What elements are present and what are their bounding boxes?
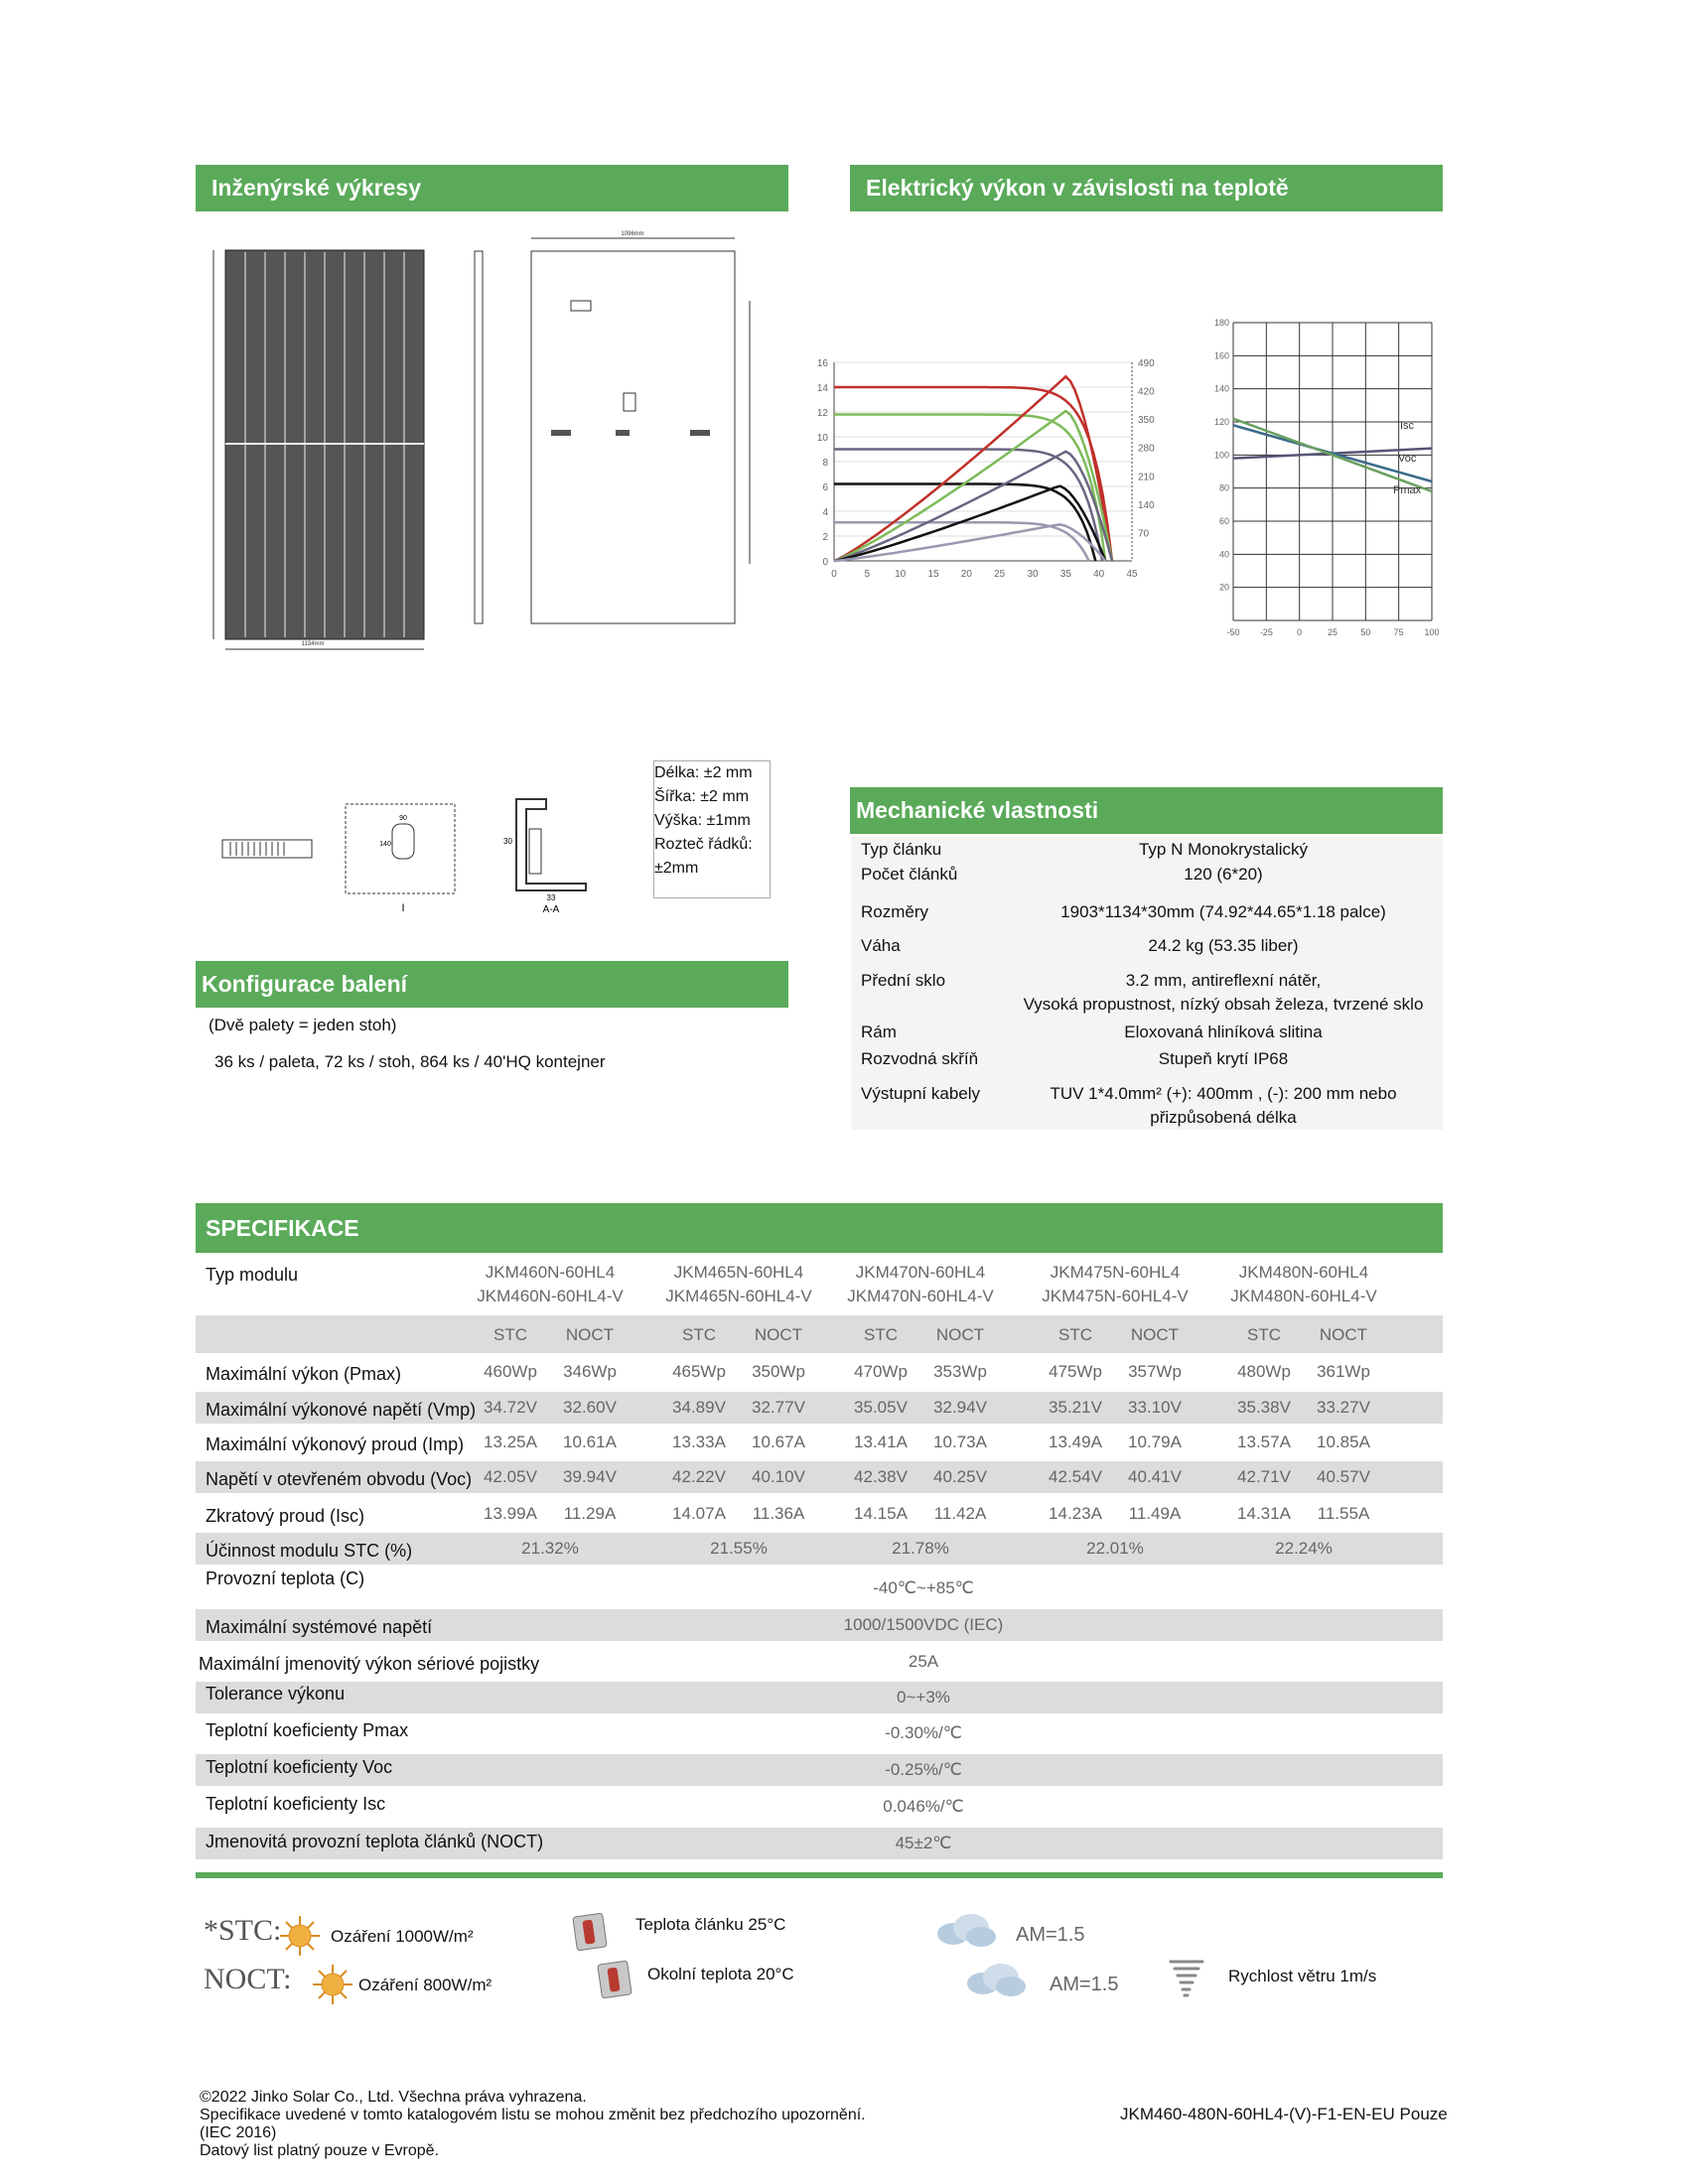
y-tick-label: 160 [1213, 350, 1229, 361]
spec-cell: 33.27V [1317, 1398, 1370, 1417]
x-tick-label: 25 [994, 569, 1006, 580]
cell-temperature: Teplota článku 25°C [635, 1915, 786, 1934]
x-tick-label: 50 [1360, 627, 1371, 637]
packaging-header [196, 961, 788, 1008]
spec-cell: 13.33A [672, 1433, 726, 1451]
spec-cell: 10.73A [933, 1433, 987, 1451]
sun-icon [311, 1963, 354, 2006]
spec-cell: 346Wp [563, 1362, 617, 1381]
cloud-icon [963, 1960, 1029, 1999]
panel-front-drawing [204, 238, 432, 655]
y-tick-label: 2 [822, 532, 828, 543]
model-name: JKM470N-60HL4 [855, 1263, 986, 1282]
spec-common-label: Teplotní koeficienty Isc [206, 1794, 386, 1814]
spec-cell: 32.77V [752, 1398, 805, 1417]
spec-common-value: 45±2℃ [895, 1834, 952, 1852]
y-tick-label: 6 [822, 482, 828, 493]
efficiency-value: 22.24% [1275, 1539, 1333, 1558]
spec-cell: 10.67A [752, 1433, 805, 1451]
junction-box-drawing [220, 834, 315, 864]
spec-cell: 480Wp [1237, 1362, 1291, 1381]
footer-validity: Datový list platný pouze v Evropě. [200, 2142, 440, 2159]
wind-speed: Rychlost větru 1m/s [1228, 1967, 1377, 1985]
spec-cell: 10.61A [563, 1433, 617, 1451]
spec-common-value: -40℃~+85℃ [873, 1578, 974, 1597]
footer-text [200, 2089, 866, 2160]
spec-common-value: -0.25%/℃ [885, 1760, 962, 1779]
x-tick-label: 30 [1027, 569, 1039, 580]
y-tick-label: 16 [816, 358, 828, 369]
frame-profile-drawing [492, 789, 621, 913]
tornado-icon [1167, 1956, 1206, 1999]
packaging-title: Konfigurace balení [202, 971, 408, 997]
spec-cell: 32.60V [563, 1398, 617, 1417]
model-name: JKM460N-60HL4 [485, 1263, 616, 1282]
tolerance-height: Výška: ±1mm [654, 812, 751, 829]
footer-copyright: ©2022 Jinko Solar Co., Ltd. Všechna práva vyhrazena. [200, 2089, 587, 2106]
stc-label: *STC: [204, 1914, 282, 1947]
x-tick-label: -25 [1259, 627, 1273, 637]
y-tick-label: 100 [1213, 450, 1229, 461]
noct-column-header: NOCT [935, 1325, 985, 1344]
y2-tick-label: 140 [1138, 499, 1155, 511]
spec-cell: 13.49A [1049, 1433, 1102, 1451]
series-label: Voc [1398, 453, 1417, 465]
model-name: JKM475N-60HL4 [1050, 1263, 1181, 1282]
air-mass-stc: AM=1.5 [1016, 1924, 1085, 1946]
spec-cell: 350Wp [752, 1362, 805, 1381]
noct-label: NOCT: [204, 1963, 292, 1995]
x-tick-label: 5 [864, 569, 871, 580]
footer-document-id: JKM460-480N-60HL4-(V)-F1-EN-EU Pouze [1120, 2105, 1448, 2123]
x-tick-label: 0 [1297, 627, 1303, 637]
y2-tick-label: 420 [1138, 386, 1155, 398]
spec-cell: 35.38V [1237, 1398, 1291, 1417]
mechanical-title: Mechanické vlastnosti [856, 797, 1099, 823]
ambient-temperature: Okolní teplota 20°C [647, 1965, 794, 1983]
dim-90: 90 [399, 815, 407, 822]
sun-icon [278, 1914, 322, 1958]
spec-cell: 42.38V [854, 1467, 908, 1486]
spec-cell: 14.23A [1049, 1504, 1102, 1523]
spec-common-value: 0.046%/℃ [883, 1797, 964, 1816]
spec-bottom-rule [196, 1872, 1443, 1878]
bottom-dimension: 1134mm [301, 641, 325, 647]
section-aa-label: A-A [542, 904, 560, 913]
spec-cell: 13.99A [484, 1504, 537, 1523]
efficiency-value: 22.01% [1086, 1539, 1144, 1558]
spec-cell: 14.07A [672, 1504, 726, 1523]
y-tick-label: 60 [1218, 516, 1229, 526]
footer-standard: (IEC 2016) [200, 2124, 277, 2141]
noct-irradiance: Ozáření 800W/m² [358, 1976, 492, 1994]
module-type-label: Typ modulu [206, 1265, 299, 1285]
panel-back-drawing [516, 226, 765, 633]
spec-cell: 35.21V [1049, 1398, 1102, 1417]
mechanical-header [850, 787, 1443, 834]
mounting-hole-drawing [338, 794, 462, 913]
y-tick-label: 12 [816, 408, 828, 419]
thermometer-icon [596, 1959, 635, 2000]
spec-cell: 10.79A [1128, 1433, 1182, 1451]
spec-cell: 42.71V [1237, 1467, 1291, 1486]
top-dimension: 1096mm [621, 231, 644, 237]
y2-tick-label: 210 [1138, 472, 1155, 483]
model-name: JKM460N-60HL4-V [477, 1287, 624, 1305]
spec-cell: 470Wp [854, 1362, 908, 1381]
spec-row-label: Zkratový proud (Isc) [206, 1506, 365, 1526]
spec-cell: 40.41V [1128, 1467, 1182, 1486]
series-label: Isc [1400, 420, 1415, 432]
tolerance-width: Šířka: ±2 mm [654, 788, 750, 805]
spec-row-label: Maximální výkon (Pmax) [206, 1364, 402, 1384]
y-tick-label: 4 [822, 507, 828, 518]
spec-cell: 11.55A [1317, 1504, 1370, 1523]
spec-common-value: 1000/1500VDC (IEC) [843, 1615, 1004, 1634]
thermometer-icon [571, 1911, 611, 1953]
y2-tick-label: 70 [1138, 528, 1150, 540]
cloud-icon [933, 1910, 999, 1950]
spec-cell: 361Wp [1317, 1362, 1370, 1381]
spec-cell: 42.54V [1049, 1467, 1102, 1486]
y-tick-label: 14 [816, 383, 828, 394]
footer-disclaimer: Specifikace uvedené v tomto katalogovém listu se mohou změnit bez předchozího upozornění. [200, 2107, 866, 2123]
spec-cell: 40.10V [752, 1467, 805, 1486]
spec-cell: 11.36A [752, 1504, 805, 1523]
model-name: JKM470N-60HL4-V [847, 1287, 994, 1305]
x-tick-label: 75 [1393, 627, 1404, 637]
noct-column-header: NOCT [565, 1325, 615, 1344]
packaging-stack-note: (Dvě palety = jeden stoh) [209, 1016, 397, 1034]
tolerance-row-pitch-value: ±2mm [654, 860, 699, 877]
spec-cell: 40.25V [933, 1467, 987, 1486]
spec-common-label: Teplotní koeficienty Voc [206, 1757, 393, 1777]
x-tick-label: 15 [927, 569, 939, 580]
air-mass-noct: AM=1.5 [1050, 1974, 1119, 1995]
noct-column-header: NOCT [754, 1325, 803, 1344]
spec-row-label: Maximální výkonové napětí (Vmp) [206, 1400, 477, 1420]
tolerance-box [653, 760, 771, 898]
spec-row-label: Napětí v otevřeném obvodu (Voc) [206, 1469, 473, 1489]
spec-cell: 353Wp [933, 1362, 987, 1381]
spec-common-value: 0~+3% [897, 1688, 950, 1706]
spec-row-background [196, 1682, 1443, 1713]
spec-common-value: -0.30%/℃ [885, 1723, 962, 1742]
stc-irradiance: Ozáření 1000W/m² [331, 1927, 474, 1946]
spec-cell: 465Wp [672, 1362, 726, 1381]
dim-140: 140 [379, 841, 391, 848]
iv-curve-chart [804, 347, 1192, 591]
y2-tick-label: 350 [1138, 415, 1155, 427]
x-tick-label: 20 [960, 569, 972, 580]
spec-title: SPECIFIKACE [206, 1214, 359, 1241]
spec-common-label: Teplotní koeficienty Pmax [206, 1720, 409, 1740]
stc-column-header: STC [1058, 1325, 1092, 1344]
model-name: JKM475N-60HL4-V [1042, 1287, 1189, 1305]
efficiency-value: 21.78% [892, 1539, 949, 1558]
spec-cell: 11.29A [563, 1504, 617, 1523]
stc-column-header: STC [1247, 1325, 1281, 1344]
stc-column-header: STC [864, 1325, 898, 1344]
stc-column-header: STC [493, 1325, 527, 1344]
packaging-quantities: 36 ks / paleta, 72 ks / stoh, 864 ks / 40'HQ kontejner [214, 1052, 606, 1071]
x-tick-label: 45 [1126, 569, 1138, 580]
spec-common-label: Maximální jmenovitý výkon sériové pojistky [199, 1654, 540, 1674]
spec-common-value: 25A [908, 1652, 939, 1671]
spec-common-label: Provozní teplota (C) [206, 1569, 365, 1588]
spec-cell: 460Wp [484, 1362, 537, 1381]
spec-cell: 32.94V [933, 1398, 987, 1417]
dim-30: 30 [503, 837, 512, 846]
temperature-chart [1201, 313, 1450, 640]
drawings-title: Inženýrské výkresy [211, 175, 421, 201]
spec-cell: 357Wp [1128, 1362, 1182, 1381]
spec-cell: 11.42A [933, 1504, 987, 1523]
tolerance-length: Délka: ±2 mm [654, 764, 753, 781]
spec-common-label: Maximální systémové napětí [206, 1617, 433, 1637]
spec-cell: 11.49A [1128, 1504, 1182, 1523]
model-name: JKM480N-60HL4 [1238, 1263, 1369, 1282]
spec-cell: 14.31A [1237, 1504, 1291, 1523]
spec-cell: 34.89V [672, 1398, 726, 1417]
efficiency-value: 21.32% [521, 1539, 579, 1558]
section-i-label: I [401, 902, 405, 913]
model-name: JKM480N-60HL4-V [1230, 1287, 1377, 1305]
spec-cell: 34.72V [484, 1398, 537, 1417]
spec-cell: 33.10V [1128, 1398, 1182, 1417]
spec-cell: 35.05V [854, 1398, 908, 1417]
spec-row-label: Maximální výkonový proud (Imp) [206, 1434, 465, 1454]
noct-column-header: NOCT [1319, 1325, 1368, 1344]
spec-cell: 40.57V [1317, 1467, 1370, 1486]
y-tick-label: 140 [1213, 383, 1229, 394]
efficiency-value: 21.55% [710, 1539, 768, 1558]
y-tick-label: 0 [822, 557, 828, 568]
x-tick-label: 100 [1424, 627, 1440, 637]
spec-cell: 39.94V [563, 1467, 617, 1486]
x-tick-label: 40 [1093, 569, 1105, 580]
spec-cell: 13.25A [484, 1433, 537, 1451]
drawings-header [196, 165, 788, 211]
x-tick-label: 25 [1327, 627, 1338, 637]
y-tick-label: 180 [1213, 318, 1229, 328]
spec-cell: 13.57A [1237, 1433, 1291, 1451]
y-tick-label: 10 [816, 433, 828, 444]
spec-cell: 475Wp [1049, 1362, 1102, 1381]
y-tick-label: 80 [1218, 482, 1229, 493]
y-tick-label: 120 [1213, 417, 1229, 427]
panel-side-drawing [467, 246, 496, 628]
y-tick-label: 8 [822, 458, 828, 469]
model-name: JKM465N-60HL4 [673, 1263, 804, 1282]
tolerance-row-pitch: Rozteč řádků: [654, 836, 753, 853]
x-tick-label: -50 [1226, 627, 1240, 637]
dim-33: 33 [546, 893, 556, 902]
stc-column-header: STC [682, 1325, 716, 1344]
spec-common-label: Tolerance výkonu [206, 1684, 346, 1704]
model-name: JKM465N-60HL4-V [665, 1287, 812, 1305]
spec-cell: 10.85A [1317, 1433, 1370, 1451]
x-tick-label: 35 [1059, 569, 1071, 580]
iv-curve [834, 450, 1102, 562]
performance-title: Elektrický výkon v závislosti na teplotě [866, 175, 1289, 201]
performance-header [850, 165, 1443, 211]
x-tick-label: 0 [831, 569, 837, 580]
spec-cell: 13.41A [854, 1433, 908, 1451]
series-label: Pmax [1393, 484, 1422, 496]
spec-common-label: Jmenovitá provozní teplota článků (NOCT) [206, 1832, 544, 1851]
y2-tick-label: 280 [1138, 443, 1155, 455]
spec-cell: 42.22V [672, 1467, 726, 1486]
x-tick-label: 10 [895, 569, 907, 580]
y-tick-label: 20 [1218, 582, 1229, 593]
y2-tick-label: 490 [1138, 358, 1155, 369]
spec-cell: 14.15A [854, 1504, 908, 1523]
power-curve [834, 524, 1105, 561]
spec-header [196, 1203, 1443, 1253]
noct-column-header: NOCT [1130, 1325, 1180, 1344]
y-tick-label: 40 [1218, 549, 1229, 560]
spec-cell: 42.05V [484, 1467, 537, 1486]
efficiency-label: Účinnost modulu STC (%) [206, 1541, 413, 1561]
